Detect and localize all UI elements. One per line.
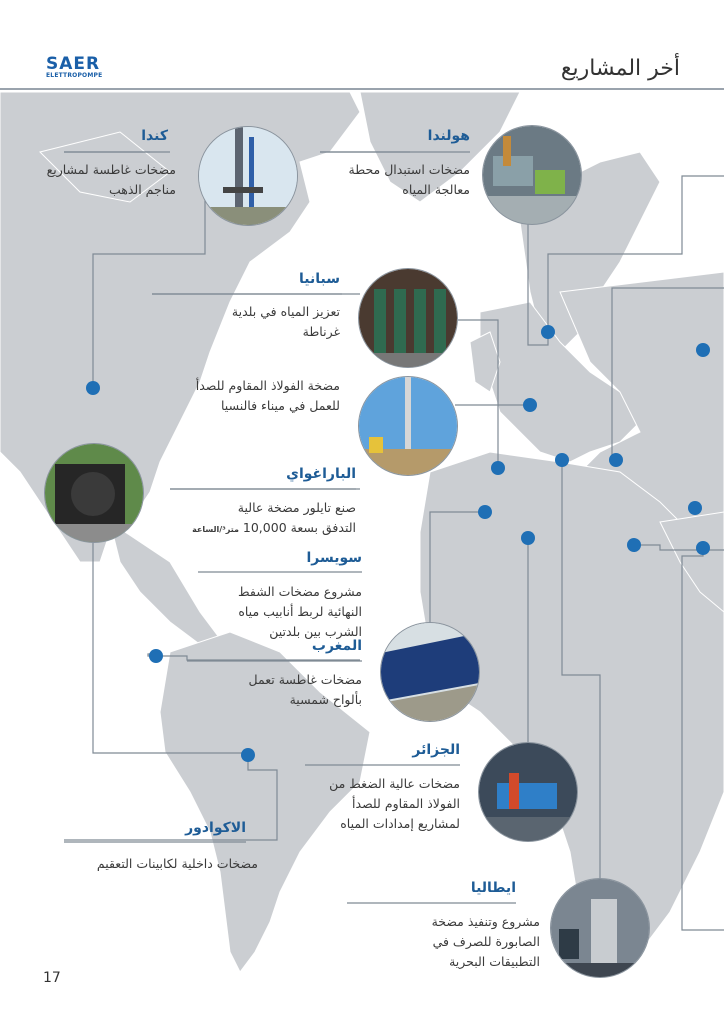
country-algeria: الجزائر xyxy=(412,742,460,758)
marker-egypt xyxy=(627,538,641,552)
desc-switzerland-3: الشرب بين بلدتين xyxy=(269,624,362,639)
marker-italy xyxy=(555,453,569,467)
photo-morocco xyxy=(380,622,480,722)
marker-russia xyxy=(696,343,710,357)
connector-swiss xyxy=(430,512,485,622)
desc-spain-2: غرناطة xyxy=(302,324,340,339)
connector-right-2 xyxy=(612,288,724,460)
desc-switzerland-2: النهائية لربط أنابيب مياه xyxy=(238,604,362,619)
photo-netherlands xyxy=(482,125,582,225)
photo-paraguay xyxy=(44,443,144,543)
marker-saudi xyxy=(696,541,710,555)
marker-paraguay xyxy=(241,748,255,762)
marker-canada xyxy=(86,381,100,395)
connector-right-bottom xyxy=(682,548,724,930)
country-morocco: المغرب xyxy=(311,638,362,654)
photo-algeria xyxy=(478,742,578,842)
photo-valencia xyxy=(358,376,458,476)
marker-ecuador xyxy=(149,649,163,663)
marker-turkey xyxy=(609,453,623,467)
desc-italy-2: الصابورة للصرف في xyxy=(432,934,540,949)
desc-italy-3: التطبيقات البحرية xyxy=(449,954,540,969)
connector-spain-2 xyxy=(458,320,498,468)
page-title: أخر المشاريع xyxy=(560,56,680,81)
photo-spain xyxy=(358,268,458,368)
country-ecuador: الاكوادور xyxy=(185,820,246,836)
paraguay-unit: متر³/الساعة xyxy=(192,525,239,534)
marker-netherlands xyxy=(541,325,555,339)
country-italy: ايطاليا xyxy=(470,880,516,896)
desc-valencia-1: مضخة الفولاذ المقاوم للصدأ xyxy=(195,378,340,393)
desc-switzerland-1: مشروع مضخات الشفط xyxy=(238,584,362,599)
desc-italy-1: مشروع وتنفيذ مضخة xyxy=(431,914,540,929)
desc-paraguay-2 xyxy=(156,518,356,540)
desc-paraguay-2-text: التدفق بسعة xyxy=(290,520,356,535)
marker-morocco xyxy=(478,505,492,519)
desc-canada-2: مناجم الذهب xyxy=(108,182,176,197)
desc-algeria-1: مضخات عالية الضغط من xyxy=(329,776,460,791)
desc-algeria-2: الفولاذ المقاوم للصدأ xyxy=(352,796,460,811)
photo-canada xyxy=(198,126,298,226)
photo-italy xyxy=(550,878,650,978)
marker-spain xyxy=(523,398,537,412)
marker-iraq xyxy=(688,501,702,515)
connector-morocco xyxy=(148,654,360,660)
paraguay-capacity: 10,000 xyxy=(242,520,287,535)
country-canada: كندا xyxy=(141,128,168,144)
country-paraguay: الباراغواي xyxy=(286,466,356,482)
connector-right-3 xyxy=(634,545,724,550)
desc-morocco-2: بألواح شمسية xyxy=(289,692,362,707)
marker-algeria xyxy=(521,531,535,545)
desc-algeria-3: لمشاريع إمدادات المياه xyxy=(340,816,460,831)
desc-netherlands-1: مضخات استبدال محطة xyxy=(348,162,470,177)
brand-sub: ELETTROPOMPE xyxy=(46,72,103,79)
desc-valencia-2: للعمل في ميناء فالنسيا xyxy=(220,398,340,413)
marker-valencia xyxy=(491,461,505,475)
country-spain: سبانيا xyxy=(299,271,340,287)
brand-name: SAER xyxy=(46,54,101,74)
desc-netherlands-2: معالجة المياه xyxy=(402,182,470,197)
page-number: 17 xyxy=(43,970,61,986)
desc-canada-1: مضخات غاطسة لمشاريع xyxy=(46,162,176,177)
desc-paraguay-1: صنع تايلور مضخة عالية xyxy=(237,500,356,515)
desc-spain-1: تعزيز المياه في بلدية xyxy=(231,304,340,319)
country-switzerland: سويسرا xyxy=(306,550,362,566)
country-netherlands: هولندا xyxy=(427,128,470,144)
desc-ecuador-1: مضخات داخلية لكابينات التعقيم xyxy=(96,856,258,871)
desc-morocco-1: مضخات غاطسة تعمل xyxy=(248,672,362,687)
